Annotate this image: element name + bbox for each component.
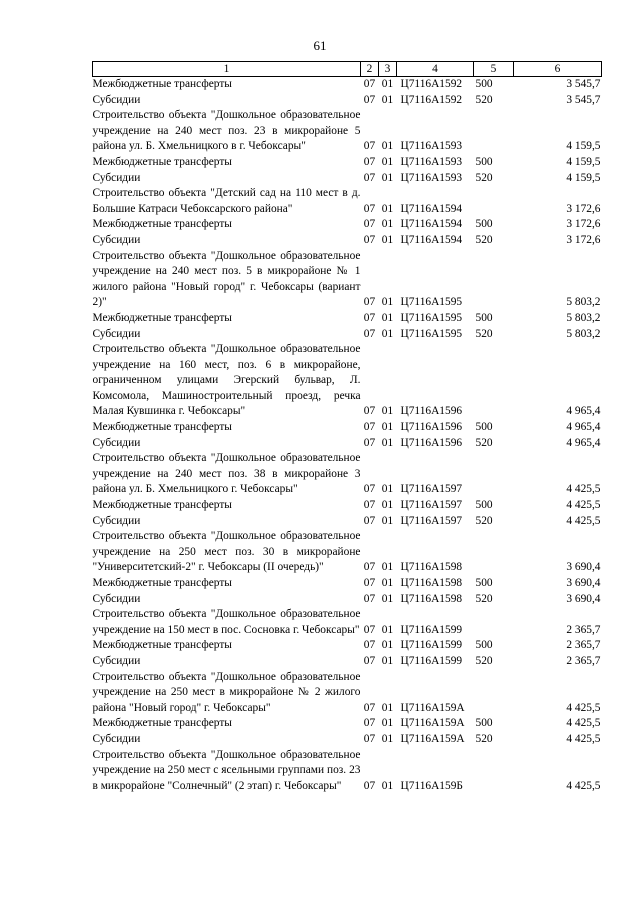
name-cell: Субсидии <box>92 93 141 106</box>
expense-type-code-cell <box>474 342 514 420</box>
header-cell-5: 5 <box>474 62 514 77</box>
expense-type-code-cell: 500 <box>475 155 493 168</box>
expense-type-code-cell: 520 <box>475 233 493 246</box>
table-row <box>93 342 602 420</box>
expense-type-code-cell: 500 <box>475 717 493 730</box>
table-row <box>93 77 602 93</box>
section-code-cell: 07 <box>363 218 376 231</box>
target-article-code-cell: Ц7116А1598 <box>400 577 463 589</box>
section-code-cell: 07 <box>363 514 376 527</box>
name-cell: Межбюджетные трансферты <box>92 155 232 168</box>
section-code-cell: 07 <box>363 140 376 153</box>
target-article-code-cell: Ц7116А1598 <box>400 592 463 605</box>
target-article-code-cell: Ц7116А1594 <box>400 233 463 246</box>
section-code-cell: 07 <box>363 561 376 574</box>
section-code-cell: 07 <box>363 93 376 106</box>
expense-type-code-cell: 520 <box>475 732 493 745</box>
table-row <box>93 514 602 530</box>
name-cell: Строительство объекта "Дошкольное образовательное учреждение на 240 мест поз. 38 в микрорайоне 3 района ул. Б. Хмельницкого г. Чебоксары" <box>92 452 361 496</box>
section-code-cell: 07 <box>363 202 376 215</box>
table-row <box>93 716 602 732</box>
table-row <box>93 529 602 576</box>
header-cell-1: 1 <box>93 62 361 77</box>
table-row <box>93 217 602 233</box>
header-cell-6: 6 <box>514 62 602 77</box>
amount-cell: 5 803,2 <box>566 327 601 340</box>
subsection-code-cell: 01 <box>381 405 394 418</box>
name-cell: Строительство объекта "Детский сад на 110 мест в д. Большие Катраси Чебоксарского района" <box>92 187 361 215</box>
table-row <box>93 576 602 592</box>
section-code-cell: 07 <box>363 483 376 496</box>
subsection-code-cell: 01 <box>381 327 394 340</box>
subsection-code-cell: 01 <box>381 779 394 792</box>
amount-cell: 4 965,4 <box>566 421 601 434</box>
expense-type-code-cell <box>474 748 514 795</box>
target-article-code-cell: Ц7116А1596 <box>400 436 463 449</box>
header-cell-4: 4 <box>397 62 474 77</box>
table-row <box>93 638 602 654</box>
amount-cell: 4 425,5 <box>566 779 601 792</box>
subsection-code-cell: 01 <box>381 202 394 215</box>
amount-cell: 3 172,6 <box>566 233 601 246</box>
section-code-cell: 07 <box>363 155 376 168</box>
name-cell: Межбюджетные трансферты <box>92 717 232 730</box>
target-article-code-cell: Ц7116А1597 <box>400 499 463 512</box>
target-article-code-cell: Ц7116А1596 <box>400 405 463 418</box>
table-row <box>93 327 602 343</box>
amount-cell: 3 545,7 <box>566 93 601 106</box>
section-code-cell: 07 <box>363 577 376 589</box>
target-article-code-cell: Ц7116А1595 <box>400 327 463 340</box>
subsection-code-cell: 01 <box>381 155 394 168</box>
name-cell: Межбюджетные трансферты <box>92 78 232 90</box>
target-article-code-cell: Ц7116А159А <box>400 701 465 714</box>
expense-type-code-cell <box>474 186 514 217</box>
target-article-code-cell: Ц7116А1594 <box>400 218 463 231</box>
table-row <box>93 420 602 436</box>
table-row <box>93 670 602 717</box>
table-row <box>93 186 602 217</box>
amount-cell: 2 365,7 <box>566 639 601 652</box>
target-article-code-cell: Ц7116А1596 <box>400 421 463 434</box>
name-cell: Межбюджетные трансферты <box>92 499 232 512</box>
subsection-code-cell: 01 <box>381 623 394 636</box>
target-article-code-cell: Ц7116А1599 <box>400 639 463 652</box>
name-cell: Субсидии <box>92 327 141 340</box>
name-cell: Субсидии <box>92 436 141 449</box>
subsection-code-cell: 01 <box>381 140 394 153</box>
expense-type-code-cell: 500 <box>475 499 493 512</box>
amount-cell: 5 803,2 <box>566 296 601 309</box>
section-code-cell: 07 <box>363 639 376 652</box>
name-cell: Строительство объекта "Дошкольное образовательное учреждение на 240 мест поз. 5 в микрорайоне № 1 жилого района "Новый город" г. Чебоксары (вариант 2)" <box>92 249 361 309</box>
subsection-code-cell: 01 <box>381 701 394 714</box>
target-article-code-cell: Ц7116А1597 <box>400 514 463 527</box>
expense-type-code-cell: 500 <box>475 218 493 231</box>
name-cell: Межбюджетные трансферты <box>92 577 232 589</box>
target-article-code-cell: Ц7116А159А <box>400 717 465 730</box>
target-article-code-cell: Ц7116А1593 <box>400 171 463 184</box>
section-code-cell: 07 <box>363 779 376 792</box>
expense-type-code-cell: 500 <box>475 639 493 652</box>
expense-type-code-cell <box>474 607 514 638</box>
name-cell: Субсидии <box>92 233 141 246</box>
name-cell: Межбюджетные трансферты <box>92 421 232 434</box>
section-code-cell: 07 <box>363 717 376 730</box>
amount-cell: 4 425,5 <box>566 499 601 512</box>
amount-cell: 2 365,7 <box>566 654 601 667</box>
subsection-code-cell: 01 <box>381 654 394 667</box>
name-cell: Межбюджетные трансферты <box>92 218 232 231</box>
table-row <box>93 249 602 311</box>
name-cell: Строительство объекта "Дошкольное образовательное учреждение на 250 мест поз. 30 в микрорайоне "Университетский-2" г. Чебоксары (II очередь)" <box>92 530 361 574</box>
table-row <box>93 748 602 795</box>
name-cell: Строительство объекта "Дошкольное образовательное учреждение на 150 мест в пос. Сосновка г. Чебоксары" <box>92 608 361 636</box>
name-cell: Строительство объекта "Дошкольное образовательное учреждение на 250 мест в микрорайоне № 2 жилого района "Новый город" г. Чебоксары" <box>92 670 361 714</box>
section-code-cell: 07 <box>363 171 376 184</box>
target-article-code-cell: Ц7116А1599 <box>400 654 463 667</box>
name-cell: Межбюджетные трансферты <box>92 639 232 652</box>
subsection-code-cell: 01 <box>381 93 394 106</box>
subsection-code-cell: 01 <box>381 311 394 324</box>
amount-cell: 4 425,5 <box>566 483 601 496</box>
target-article-code-cell: Ц7116А1593 <box>400 140 463 153</box>
amount-cell: 4 965,4 <box>566 405 601 418</box>
name-cell: Субсидии <box>92 654 141 667</box>
target-article-code-cell: Ц7116А1595 <box>400 311 463 324</box>
table-row <box>93 233 602 249</box>
expense-type-code-cell: 520 <box>475 592 493 605</box>
section-code-cell: 07 <box>363 296 376 309</box>
subsection-code-cell: 01 <box>381 436 394 449</box>
subsection-code-cell: 01 <box>381 483 394 496</box>
section-code-cell: 07 <box>363 623 376 636</box>
amount-cell: 4 159,5 <box>566 140 601 153</box>
expense-type-code-cell: 520 <box>475 171 493 184</box>
target-article-code-cell: Ц7116А1598 <box>400 561 463 574</box>
table-row <box>93 732 602 748</box>
header-cell-2: 2 <box>361 62 379 77</box>
section-code-cell: 07 <box>363 78 376 90</box>
budget-table <box>92 61 602 794</box>
subsection-code-cell: 01 <box>381 233 394 246</box>
section-code-cell: 07 <box>363 592 376 605</box>
amount-cell: 3 690,4 <box>566 561 601 574</box>
name-cell: Субсидии <box>92 171 141 184</box>
table-row <box>93 171 602 187</box>
expense-type-code-cell: 500 <box>475 311 493 324</box>
name-cell: Межбюджетные трансферты <box>92 311 232 324</box>
name-cell: Субсидии <box>92 514 141 527</box>
amount-cell: 4 159,5 <box>566 171 601 184</box>
amount-cell: 3 172,6 <box>566 202 601 215</box>
section-code-cell: 07 <box>363 311 376 324</box>
expense-type-code-cell: 500 <box>475 577 493 589</box>
expense-type-code-cell: 520 <box>475 436 493 449</box>
section-code-cell: 07 <box>363 327 376 340</box>
table-row <box>93 108 602 155</box>
expense-type-code-cell: 520 <box>475 514 493 527</box>
subsection-code-cell: 01 <box>381 421 394 434</box>
expense-type-code-cell: 520 <box>475 93 493 106</box>
target-article-code-cell: Ц7116А1597 <box>400 483 463 496</box>
subsection-code-cell: 01 <box>381 171 394 184</box>
target-article-code-cell: Ц7116А1599 <box>400 623 463 636</box>
header-cell-3: 3 <box>379 62 397 77</box>
section-code-cell: 07 <box>363 233 376 246</box>
amount-cell: 5 803,2 <box>566 311 601 324</box>
amount-cell: 4 159,5 <box>566 155 601 168</box>
amount-cell: 3 172,6 <box>566 218 601 231</box>
table-row <box>93 311 602 327</box>
table-row <box>93 592 602 608</box>
table-header <box>93 62 602 77</box>
name-cell: Строительство объекта "Дошкольное образовательное учреждение на 250 мест с ясельными группами поз. 23 в микрорайоне "Солнечный" (2 этап) г. Чебоксары" <box>92 748 361 792</box>
subsection-code-cell: 01 <box>381 639 394 652</box>
amount-cell: 2 365,7 <box>566 623 601 636</box>
amount-cell: 3 690,4 <box>566 577 601 589</box>
section-code-cell: 07 <box>363 436 376 449</box>
amount-cell: 4 965,4 <box>566 436 601 449</box>
subsection-code-cell: 01 <box>381 78 394 90</box>
amount-cell: 4 425,5 <box>566 701 601 714</box>
subsection-code-cell: 01 <box>381 499 394 512</box>
expense-type-code-cell: 520 <box>475 654 493 667</box>
expense-type-code-cell <box>474 108 514 155</box>
amount-cell: 4 425,5 <box>566 732 601 745</box>
section-code-cell: 07 <box>363 421 376 434</box>
table-row <box>93 654 602 670</box>
name-cell: Субсидии <box>92 732 141 745</box>
expense-type-code-cell <box>474 249 514 311</box>
table-row <box>93 451 602 498</box>
section-code-cell: 07 <box>363 732 376 745</box>
section-code-cell: 07 <box>363 654 376 667</box>
section-code-cell: 07 <box>363 701 376 714</box>
expense-type-code-cell <box>474 529 514 576</box>
subsection-code-cell: 01 <box>381 717 394 730</box>
expense-type-code-cell: 500 <box>475 78 493 90</box>
amount-cell: 4 425,5 <box>566 514 601 527</box>
expense-type-code-cell: 500 <box>475 421 493 434</box>
subsection-code-cell: 01 <box>381 514 394 527</box>
target-article-code-cell: Ц7116А159А <box>400 732 465 745</box>
name-cell: Субсидии <box>92 592 141 605</box>
table-row <box>93 436 602 452</box>
subsection-code-cell: 01 <box>381 592 394 605</box>
amount-cell: 3 545,7 <box>566 78 601 90</box>
name-cell: Строительство объекта "Дошкольное образовательное учреждение на 240 мест поз. 23 в микрорайоне 5 района ул. Б. Хмельницкого в г. Чебоксары" <box>92 109 361 153</box>
subsection-code-cell: 01 <box>381 561 394 574</box>
name-cell: Строительство объекта "Дошкольное образовательное учреждение на 160 мест, поз. 6 в микрорайоне, ограниченном улицами Эгерский бульвар, Л. Комсомола, Машиностроительный проезд, речка Малая Кувшинка г. Чебоксары" <box>92 343 361 418</box>
page-number: 61 <box>313 38 327 53</box>
target-article-code-cell: Ц7116А1593 <box>400 155 463 168</box>
subsection-code-cell: 01 <box>381 296 394 309</box>
section-code-cell: 07 <box>363 405 376 418</box>
subsection-code-cell: 01 <box>381 732 394 745</box>
amount-cell: 4 425,5 <box>566 717 601 730</box>
target-article-code-cell: Ц7116А1594 <box>400 202 463 215</box>
table-row <box>93 498 602 514</box>
table-row <box>93 607 602 638</box>
table-row <box>93 93 602 109</box>
section-code-cell: 07 <box>363 499 376 512</box>
expense-type-code-cell: 520 <box>475 327 493 340</box>
target-article-code-cell: Ц7116А1592 <box>400 93 463 106</box>
target-article-code-cell: Ц7116А1595 <box>400 296 463 309</box>
subsection-code-cell: 01 <box>381 577 394 589</box>
header-row <box>93 62 602 77</box>
target-article-code-cell: Ц7116А159Б <box>400 779 463 792</box>
table-row <box>93 155 602 171</box>
table-body <box>93 77 602 795</box>
expense-type-code-cell <box>474 670 514 717</box>
subsection-code-cell: 01 <box>381 218 394 231</box>
target-article-code-cell: Ц7116А1592 <box>400 78 463 90</box>
expense-type-code-cell <box>474 451 514 498</box>
amount-cell: 3 690,4 <box>566 592 601 605</box>
